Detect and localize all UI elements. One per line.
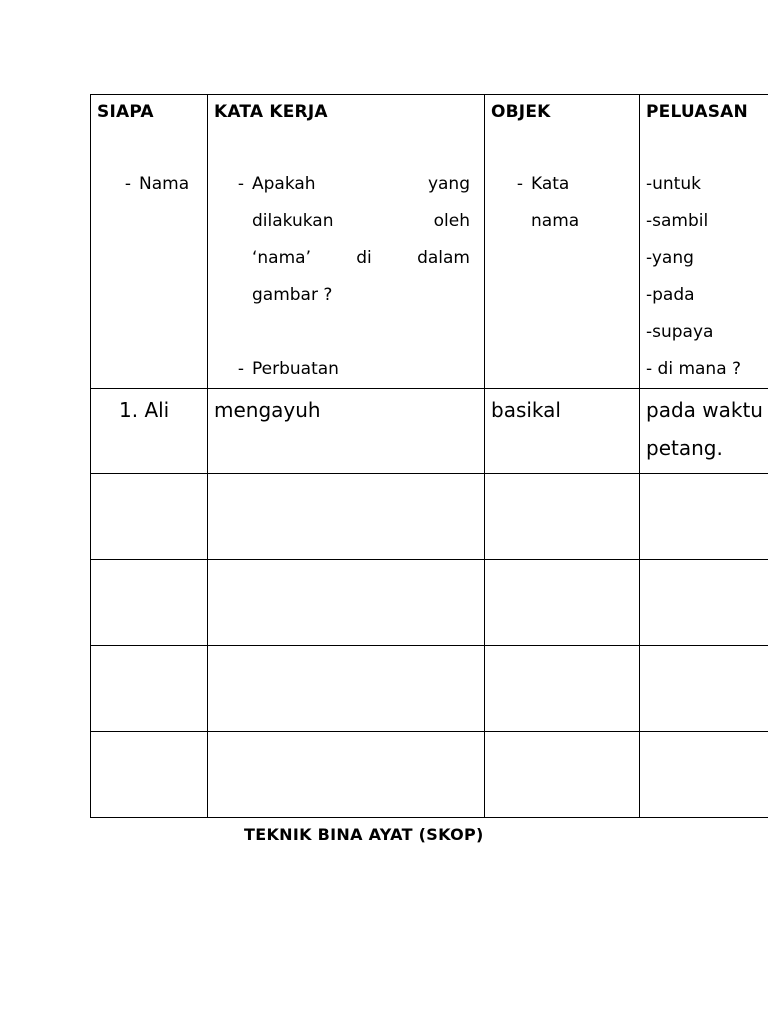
perbuatan-dash: - bbox=[237, 359, 245, 379]
page-caption: TEKNIK BINA AYAT (SKOP) bbox=[244, 825, 484, 844]
peluasan-hint-item: -sambil bbox=[646, 211, 709, 231]
peluasan-hint-item: - di mana ? bbox=[646, 359, 742, 379]
word-nama: ‘nama’ bbox=[252, 248, 311, 268]
objek-header: OBJEK bbox=[491, 102, 551, 122]
peluasan-header: PELUASAN bbox=[646, 102, 748, 122]
blank-cell[interactable] bbox=[91, 560, 208, 646]
example-siapa: 1. Ali bbox=[119, 398, 170, 422]
peluasan-header-cell bbox=[640, 95, 768, 389]
blank-cell[interactable] bbox=[91, 474, 208, 560]
objek-hint-line2: nama bbox=[531, 211, 580, 231]
word-di: di bbox=[356, 248, 372, 268]
peluasan-hint-item: -untuk bbox=[646, 174, 701, 194]
blank-cell[interactable] bbox=[208, 732, 485, 818]
blank-cell[interactable] bbox=[208, 646, 485, 732]
objek-header-cell bbox=[485, 95, 640, 389]
skop-table bbox=[90, 94, 768, 818]
objek-hint-dash: - bbox=[516, 174, 524, 194]
blank-cell[interactable] bbox=[485, 732, 640, 818]
example-row bbox=[91, 389, 768, 474]
blank-cell[interactable] bbox=[640, 560, 768, 646]
siapa-hint-dash: - bbox=[124, 174, 132, 194]
peluasan-hint-item: -yang bbox=[646, 248, 694, 268]
kata-kerja-header: KATA KERJA bbox=[214, 102, 328, 122]
example-peluasan-cell bbox=[640, 389, 768, 474]
perbuatan-text: Perbuatan bbox=[252, 359, 339, 379]
peluasan-hint-item: -supaya bbox=[646, 322, 714, 342]
example-objek: basikal bbox=[491, 398, 561, 422]
kata-kerja-hint-line1 bbox=[252, 166, 470, 203]
siapa-header-cell bbox=[91, 95, 208, 389]
blank-cell[interactable] bbox=[485, 474, 640, 560]
kata-kerja-hint bbox=[208, 166, 484, 388]
kata-kerja-hint-line2 bbox=[252, 203, 470, 240]
blank-row bbox=[91, 474, 768, 560]
word-dalam: dalam bbox=[417, 248, 470, 268]
peluasan-hint-list bbox=[640, 166, 768, 388]
word-oleh: oleh bbox=[433, 211, 470, 231]
example-objek-cell bbox=[485, 389, 640, 474]
blank-cell[interactable] bbox=[640, 646, 768, 732]
blank-row bbox=[91, 646, 768, 732]
kata-kerja-hint-dash: - bbox=[237, 174, 245, 194]
word-yang: yang bbox=[427, 174, 470, 194]
blank-cell[interactable] bbox=[91, 732, 208, 818]
example-kata-kerja: mengayuh bbox=[214, 398, 321, 422]
kata-kerja-hint-line3 bbox=[252, 240, 470, 277]
blank-cell[interactable] bbox=[208, 560, 485, 646]
objek-hint bbox=[485, 166, 639, 240]
word-apakah: Apakah bbox=[252, 174, 316, 194]
blank-cell[interactable] bbox=[91, 646, 208, 732]
siapa-header: SIAPA bbox=[97, 102, 154, 122]
blank-row bbox=[91, 560, 768, 646]
example-peluasan-line2: petang. bbox=[646, 436, 723, 460]
example-peluasan-line1: pada waktu bbox=[646, 398, 763, 422]
siapa-hint-text: Nama bbox=[139, 174, 190, 194]
blank-cell[interactable] bbox=[640, 474, 768, 560]
blank-cell[interactable] bbox=[485, 646, 640, 732]
kata-kerja-hint-line4: gambar ? bbox=[252, 285, 333, 305]
blank-cell[interactable] bbox=[208, 474, 485, 560]
blank-cell[interactable] bbox=[485, 560, 640, 646]
siapa-hint bbox=[91, 166, 207, 203]
blank-cell[interactable] bbox=[640, 732, 768, 818]
word-dilakukan: dilakukan bbox=[252, 211, 334, 231]
peluasan-hint-item: -pada bbox=[646, 285, 695, 305]
header-row bbox=[91, 95, 768, 389]
blank-row bbox=[91, 732, 768, 818]
example-kata-kerja-cell bbox=[208, 389, 485, 474]
objek-hint-line1: Kata bbox=[531, 174, 570, 194]
kata-kerja-header-cell bbox=[208, 95, 485, 389]
example-siapa-cell bbox=[91, 389, 208, 474]
